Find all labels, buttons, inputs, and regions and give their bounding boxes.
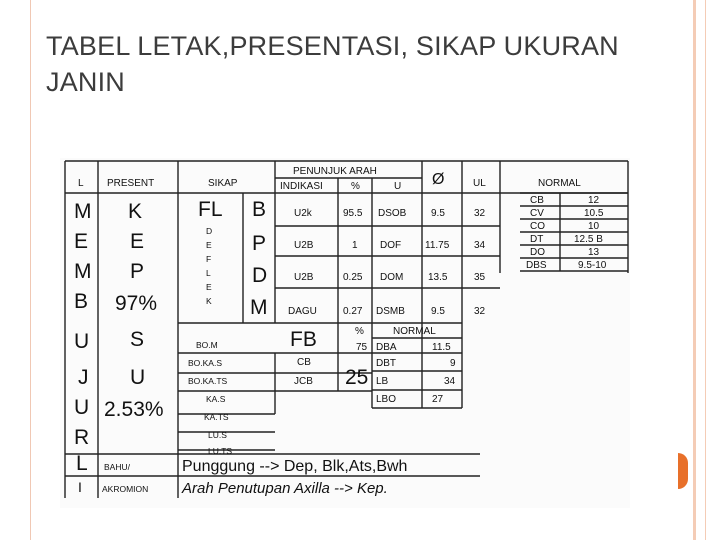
letak-letter: E — [74, 230, 89, 253]
sikap-letter: F — [206, 254, 212, 264]
sikap-right-letter: P — [252, 232, 267, 255]
normal2-value: 9 — [450, 358, 456, 369]
arah-diameter: 13.5 — [428, 272, 448, 283]
normal2-pct: 75 — [356, 342, 368, 353]
sikap-letter: E — [206, 282, 212, 292]
normal2-key: LBO — [376, 394, 397, 405]
present-value: U — [130, 366, 146, 389]
letak-letter: M — [74, 200, 92, 223]
sikap-right-letter: D — [252, 264, 268, 287]
normal-key: DO — [530, 247, 545, 258]
arah-diameter: 11.75 — [425, 240, 450, 251]
footer-label: BAHU/ — [104, 462, 130, 472]
sikap-sub-item: LU.TS — [208, 446, 233, 456]
normal-key: DBS — [526, 260, 547, 271]
sikap-right-letter: B — [252, 198, 267, 221]
present-value: K — [128, 200, 143, 223]
arah-pct: 0.25 — [343, 272, 363, 283]
sikap-letter: D — [206, 226, 213, 236]
arah-u: DSMB — [376, 306, 405, 317]
sikap-letter: K — [206, 296, 212, 306]
normal2-pct-header: % — [355, 326, 364, 337]
arah-indikasi: U2k — [294, 208, 312, 219]
sikap-sub-item: BO.KA.S — [188, 358, 223, 368]
right-decorative-rule-thin — [705, 0, 706, 540]
arah-diameter: 9.5 — [431, 306, 445, 317]
header-indikasi: INDIKASI — [280, 181, 323, 192]
sikap-sub-item: KA.TS — [204, 412, 229, 422]
normal2-key: LB — [376, 376, 389, 387]
present-value: S — [130, 328, 145, 351]
arah-u: DOM — [380, 272, 404, 283]
arah-ul: 32 — [474, 208, 486, 219]
letak-letter: U — [74, 330, 90, 353]
letak-letter: M — [74, 260, 92, 283]
arah-ul: 34 — [474, 240, 486, 251]
arah-u: DSOB — [378, 208, 407, 219]
arah-indikasi: DAGU — [288, 306, 317, 317]
sikap-fl: FL — [198, 198, 223, 221]
normal2-value: 11.5 — [432, 342, 451, 353]
normal-value: 10.5 — [584, 208, 604, 219]
header-u: U — [394, 181, 402, 192]
arah-pct: 95.5 — [343, 208, 363, 219]
sikap-sub-item: BO.KA.TS — [188, 376, 228, 386]
arah-u: DOF — [380, 240, 402, 251]
header-present: PRESENT — [107, 178, 155, 189]
right-decorative-rule — [693, 0, 696, 540]
sikap-letter: L — [206, 268, 211, 278]
sikap-right-letter: M — [250, 296, 268, 319]
normal-value: 12.5 B — [574, 234, 603, 245]
letak-letter: U — [74, 396, 90, 419]
header-diameter: Ø — [432, 171, 445, 188]
sikap-sub-item: BO.M — [196, 340, 218, 350]
arah-diameter: 9.5 — [431, 208, 445, 219]
slide-title: TABEL LETAK,PRESENTASI, SIKAP UKURAN JANIN — [46, 31, 619, 97]
arah-pct: 0.27 — [343, 306, 363, 317]
normal-value: 10 — [588, 221, 600, 232]
sikap-sub-item: KA.S — [206, 394, 226, 404]
sikap-letter: E — [206, 240, 212, 250]
footer-text: Arah Penutupan Axilla --> Kep. — [182, 480, 388, 497]
normal-value: 12 — [588, 195, 600, 206]
present-value: P — [130, 260, 145, 283]
arah-indikasi: U2B — [294, 272, 314, 283]
letak-letter: R — [74, 426, 90, 449]
header-letak: L — [78, 178, 84, 189]
arah-indikasi: U2B — [294, 240, 314, 251]
normal-key: DT — [530, 234, 544, 245]
normal-key: CO — [530, 221, 545, 232]
header-ul: UL — [473, 178, 486, 189]
normal2-key: DBA — [376, 342, 397, 353]
normal2-value: 27 — [432, 394, 444, 405]
normal2-value: 34 — [444, 376, 456, 387]
arah-ul: 35 — [474, 272, 486, 283]
normal-value: 9.5-10 — [578, 260, 607, 271]
arah-ul: 32 — [474, 306, 486, 317]
letak-letter: I — [78, 479, 82, 495]
fb-value: 25 — [345, 366, 369, 389]
letak-letter: J — [78, 366, 89, 389]
scanned-table — [60, 158, 630, 508]
normal2-normal-header: NORMAL — [393, 326, 436, 337]
footer-text: Punggung --> Dep, Blk,Ats,Bwh — [182, 458, 408, 475]
letak-letter: B — [74, 290, 89, 313]
header-sikap: SIKAP — [208, 178, 238, 189]
accent-tab — [678, 453, 688, 489]
sikap-fb: FB — [290, 328, 317, 351]
present-value: E — [130, 230, 145, 253]
header-penunjuk-arah: PENUNJUK ARAH — [293, 166, 377, 177]
sikap-sub-item: LU.S — [208, 430, 227, 440]
arah-pct: 1 — [352, 240, 358, 251]
header-normal: NORMAL — [538, 178, 581, 189]
normal-key: CV — [530, 208, 544, 219]
normal2-key: DBT — [376, 358, 396, 369]
jcb-label: JCB — [294, 376, 313, 387]
letak-letter: L — [76, 452, 88, 475]
footer-label: AKROMION — [102, 484, 149, 494]
present-value: 97% — [115, 292, 158, 315]
header-pct: % — [351, 181, 360, 192]
normal-key: CB — [530, 195, 544, 206]
normal-value: 13 — [588, 247, 600, 258]
present-value: 2.53% — [104, 398, 164, 421]
cb-label: CB — [297, 357, 311, 368]
left-decorative-rule — [30, 0, 31, 540]
